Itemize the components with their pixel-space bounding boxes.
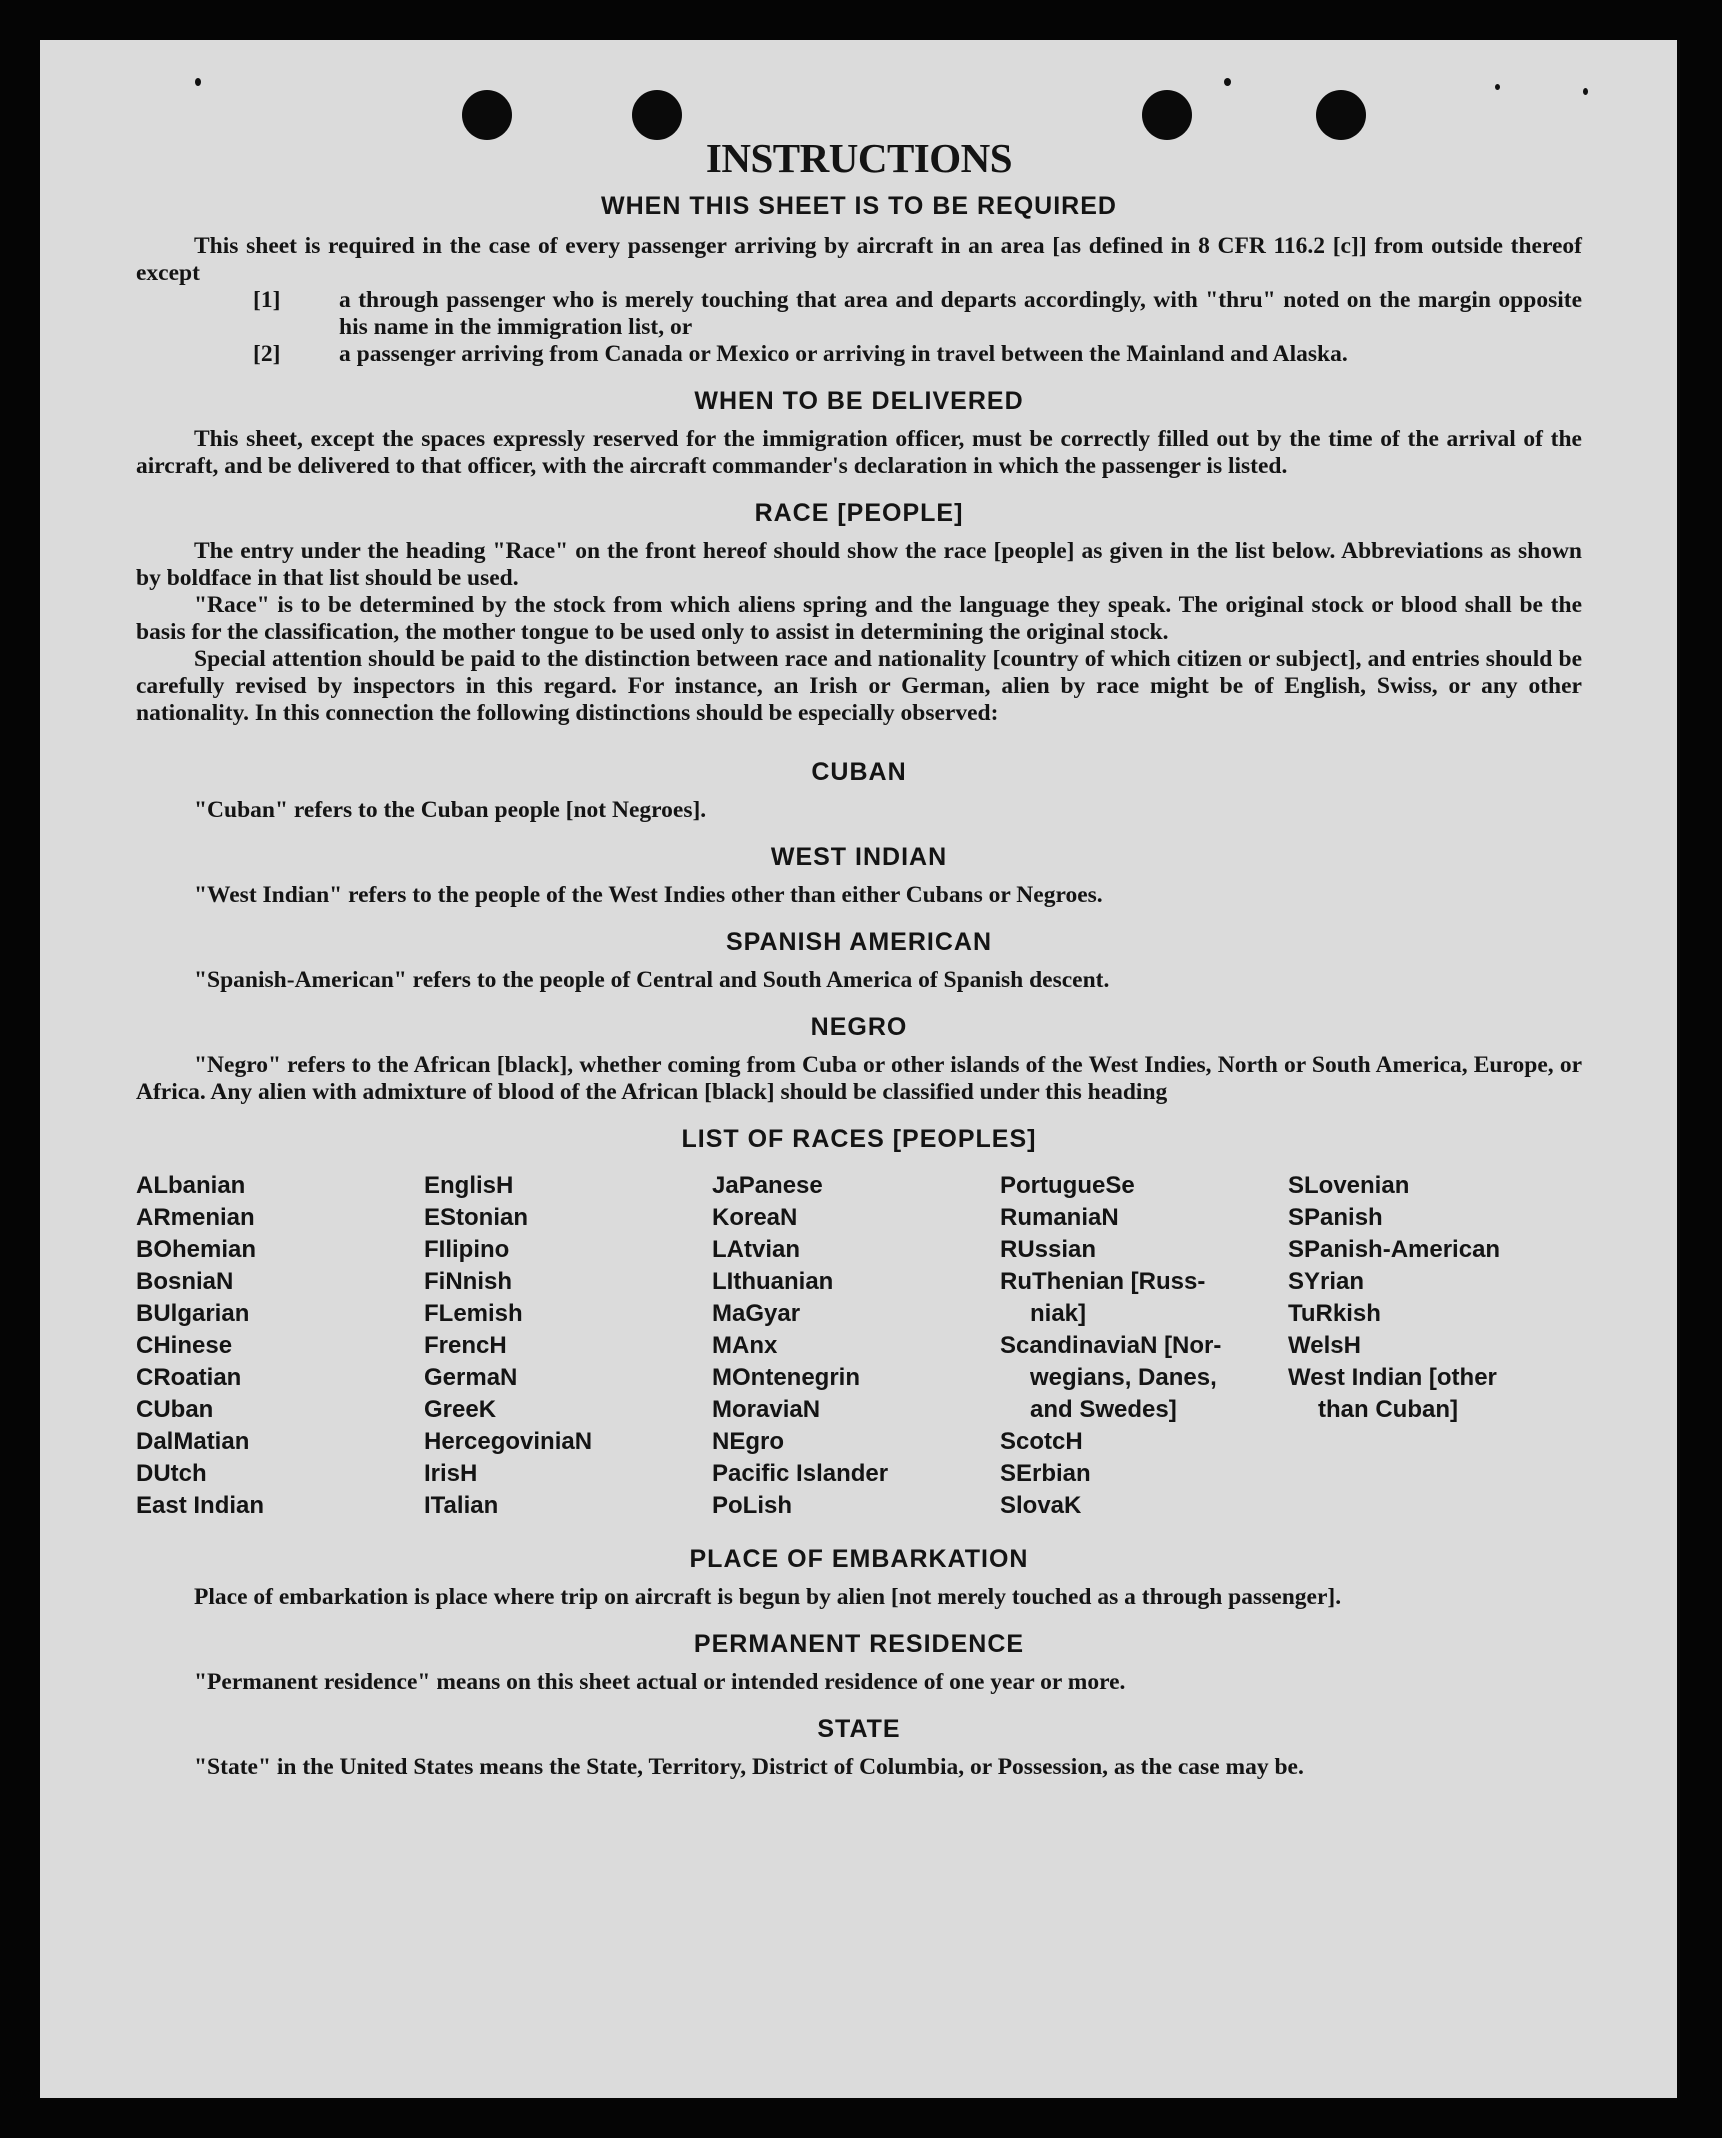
section-state: [136, 1714, 1582, 1781]
speck-mark: [1495, 84, 1500, 90]
section-required: [136, 191, 1582, 368]
section-text: The entry under the heading "Race" on the front hereof should show the race [people] as given in the list below. Abbreviations as shown by boldface in that list should be used.: [136, 538, 1582, 591]
race-entry: ARmenian: [136, 1204, 255, 1231]
race-entry: LIthuanian: [712, 1268, 834, 1295]
document-page: [40, 40, 1677, 2098]
race-entry: SErbian: [1000, 1460, 1091, 1487]
race-entry: LAtvian: [712, 1236, 801, 1263]
race-entry: CHinese: [136, 1332, 233, 1359]
section-text: This sheet, except the spaces expressly reserved for the immigration officer, must be correctly filled out by the time of the arrival of the aircraft, and be delivered to that officer, with the aircraft commander's declaration in which the passenger is listed.: [136, 426, 1582, 479]
race-column: [1000, 1170, 1288, 1522]
race-entry: FIlipino: [424, 1236, 510, 1263]
section-heading: WHEN THIS SHEET IS TO BE REQUIRED: [601, 192, 1117, 220]
race-entry: West Indian [other: [1288, 1364, 1497, 1391]
race-entry: ScotcH: [1000, 1428, 1083, 1455]
race-entry: and Swedes]: [1030, 1396, 1177, 1423]
race-entry: RUssian: [1000, 1236, 1097, 1263]
list-item: [253, 287, 1582, 341]
section-delivered: [136, 386, 1582, 480]
race-entry: WelsH: [1288, 1332, 1361, 1359]
section-heading: PERMANENT RESIDENCE: [693, 1630, 1025, 1658]
section-cuban: [136, 757, 1582, 824]
instructions-content: [136, 135, 1582, 1781]
race-entry: ScandinaviaN [Nor-: [1000, 1332, 1222, 1359]
speck-mark: [195, 78, 201, 86]
page-title: INSTRUCTIONS: [705, 135, 1013, 181]
punch-hole-right-1: [1142, 90, 1192, 140]
race-entry: DalMatian: [136, 1428, 250, 1455]
section-negro: [136, 1012, 1582, 1106]
race-entry: RumaniaN: [1000, 1204, 1119, 1231]
item-number: [1]: [253, 287, 281, 313]
item-text: a through passenger who is merely touching that area and departs accordingly, with "thru" noted on the margin opposite his name in the immigration list, or: [339, 287, 1582, 340]
punch-hole-left-1: [462, 90, 512, 140]
race-entry: East Indian: [136, 1492, 265, 1519]
section-heading: CUBAN: [811, 758, 907, 786]
section-text: "Cuban" refers to the Cuban people [not Negroes].: [194, 797, 707, 823]
race-entry: FiNnish: [424, 1268, 512, 1295]
speck-mark: [1583, 88, 1588, 95]
race-entry: PortugueSe: [1000, 1172, 1135, 1199]
races-list: [136, 1170, 1582, 1522]
race-entry: GreeK: [424, 1396, 497, 1423]
section-text: "Permanent residence" means on this sheet actual or intended residence of one year or more.: [194, 1669, 1126, 1695]
section-spanish-american: [136, 927, 1582, 994]
punch-hole-left-2: [632, 90, 682, 140]
race-entry: KoreaN: [712, 1204, 798, 1231]
race-entry: NEgro: [712, 1428, 784, 1455]
section-heading: LIST OF RACES [PEOPLES]: [681, 1125, 1037, 1153]
race-entry: JaPanese: [712, 1172, 823, 1199]
punch-hole-right-2: [1316, 90, 1366, 140]
speck-mark: [1224, 78, 1231, 86]
race-entry: SPanish: [1288, 1204, 1383, 1231]
race-entry: DUtch: [136, 1460, 207, 1487]
race-entry: PoLish: [712, 1492, 793, 1519]
section-race: [136, 498, 1582, 727]
section-heading: NEGRO: [810, 1013, 908, 1041]
section-list-of-races: [136, 1124, 1582, 1522]
section-heading: PLACE OF EMBARKATION: [689, 1545, 1029, 1573]
section-text: Special attention should be paid to the distinction between race and nationality [country of which citizen or subject], and entries should be carefully revised by inspectors in this regard. For instance, an Irish or German, alien by race might be of English, Swiss, or any other nationality. In this connection the following distinctions should be especially observed:: [136, 646, 1582, 726]
section-text: "West Indian" refers to the people of the West Indies other than either Cubans or Negroes.: [194, 882, 1103, 908]
race-entry: Pacific Islander: [712, 1460, 889, 1487]
section-heading: WEST INDIAN: [770, 843, 948, 871]
race-entry: niak]: [1030, 1300, 1087, 1327]
race-entry: RuThenian [Russ-: [1000, 1268, 1206, 1295]
race-entry: BOhemian: [136, 1236, 257, 1263]
section-heading: SPANISH AMERICAN: [725, 928, 992, 956]
race-column: [136, 1170, 424, 1522]
race-entry: SYrian: [1288, 1268, 1365, 1295]
race-entry: SLovenian: [1288, 1172, 1410, 1199]
race-entry: GermaN: [424, 1364, 518, 1391]
section-text: This sheet is required in the case of every passenger arriving by aircraft in an area [as defined in 8 CFR 116.2 [c]] from outside thereof except: [136, 233, 1582, 286]
section-residence: [136, 1629, 1582, 1696]
race-entry: MAnx: [712, 1332, 778, 1359]
section-text: "State" in the United States means the State, Territory, District of Columbia, or Possession, as the case may be.: [194, 1754, 1304, 1780]
section-embarkation: [136, 1544, 1582, 1611]
race-column: [424, 1170, 712, 1522]
list-item: [253, 341, 1582, 368]
race-column: [1288, 1170, 1582, 1522]
race-entry: CUban: [136, 1396, 214, 1423]
race-entry: HercegoviniaN: [424, 1428, 593, 1455]
race-entry: wegians, Danes,: [1030, 1364, 1217, 1391]
race-entry: MoraviaN: [712, 1396, 821, 1423]
race-entry: EStonian: [424, 1204, 529, 1231]
item-number: [2]: [253, 341, 281, 367]
race-entry: SPanish-American: [1288, 1236, 1501, 1263]
section-heading: RACE [PEOPLE]: [754, 499, 964, 527]
section-text: "Race" is to be determined by the stock from which aliens spring and the language they speak. The original stock or blood shall be the basis for the classification, the mother tongue to be used only to assist in determining the original stock.: [136, 592, 1582, 645]
item-text: a passenger arriving from Canada or Mexico or arriving in travel between the Mainland and Alaska.: [339, 341, 1348, 367]
race-entry: BUlgarian: [136, 1300, 250, 1327]
race-entry: FLemish: [424, 1300, 523, 1327]
race-entry: ITalian: [424, 1492, 499, 1519]
race-entry: ALbanian: [136, 1172, 246, 1199]
race-entry: CRoatian: [136, 1364, 242, 1391]
race-column: [712, 1170, 1000, 1522]
section-text: "Spanish-American" refers to the people of Central and South America of Spanish descent.: [194, 967, 1110, 993]
section-heading: STATE: [817, 1715, 901, 1743]
race-entry: BosniaN: [136, 1268, 234, 1295]
section-heading: WHEN TO BE DELIVERED: [694, 387, 1024, 415]
section-text: "Negro" refers to the African [black], whether coming from Cuba or other islands of the West Indies, North or South America, Europe, or Africa. Any alien with admixture of blood of the African [black] should be classified under this heading: [136, 1052, 1582, 1105]
race-entry: than Cuban]: [1318, 1396, 1458, 1423]
race-entry: MaGyar: [712, 1300, 801, 1327]
race-entry: TuRkish: [1288, 1300, 1381, 1327]
race-entry: EnglisH: [424, 1172, 514, 1199]
race-entry: FrencH: [424, 1332, 507, 1359]
section-text: Place of embarkation is place where trip on aircraft is begun by alien [not merely touched as a through passenger].: [194, 1584, 1342, 1610]
race-entry: MOntenegrin: [712, 1364, 860, 1391]
race-entry: IrisH: [424, 1460, 478, 1487]
race-entry: SlovaK: [1000, 1492, 1082, 1519]
section-west-indian: [136, 842, 1582, 909]
